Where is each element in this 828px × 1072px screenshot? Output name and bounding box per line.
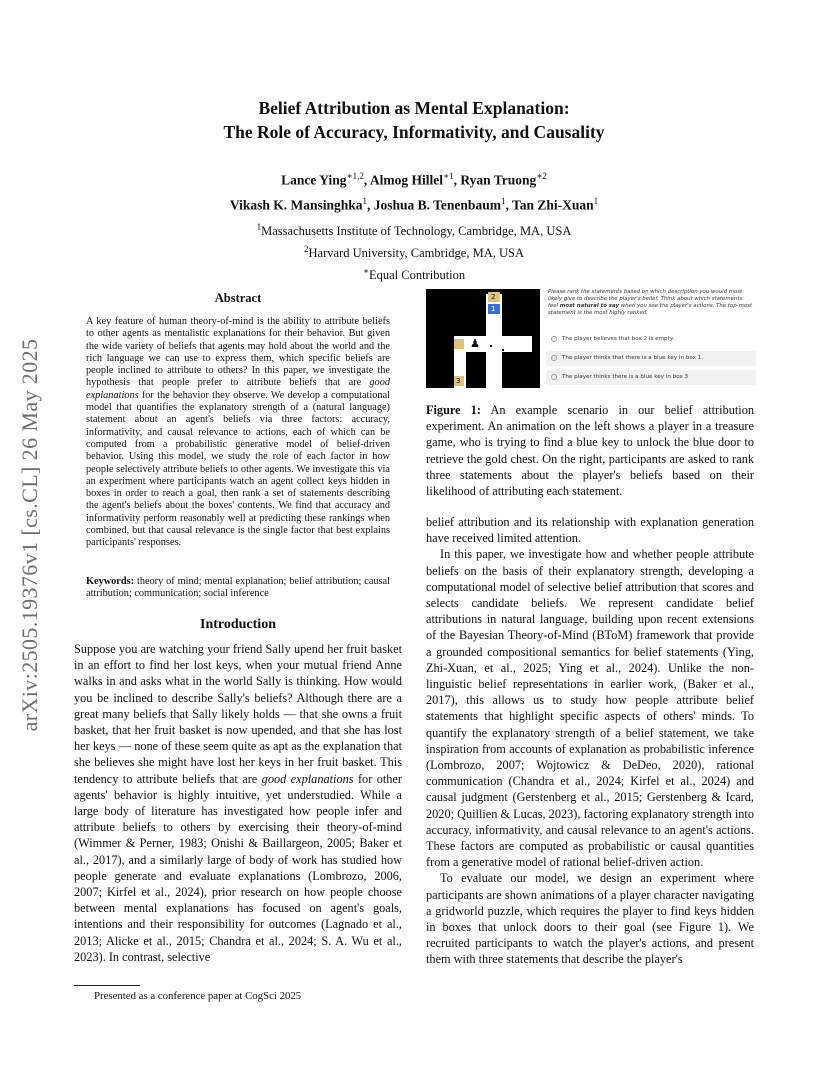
affiliation-line — [0, 218, 828, 240]
authors-line-1: Lance Ying$^{∗1,2}$, Almog Hillel$^{∗1}$, Ryan Truong$^{∗2}$ — [281, 171, 547, 188]
ranking-instructions: Please rank the statements based on which description you would most likely give to describe the player's belief. Think about which statements feel most natural to say when you see the player's actions. The top-most statement is the most highly ranked. — [548, 289, 753, 316]
abstract-emphasis: good explanations — [86, 377, 390, 401]
author-name: Ryan Truong — [460, 172, 537, 188]
radio-icon — [551, 374, 557, 380]
rank-option-label: The player believes that box 2 is empty. — [562, 336, 675, 342]
introduction-heading: Introduction — [200, 617, 276, 632]
paragraph: belief attribution and its relationship with explanation generation have received limited attention. — [426, 515, 754, 546]
rank-option[interactable] — [546, 351, 756, 366]
author-sup: ∗1 — [442, 171, 454, 181]
path-dot — [490, 345, 492, 347]
blue-door-icon: 1 — [488, 304, 500, 314]
figure-1 — [426, 289, 756, 389]
box-3: 3 — [454, 376, 464, 386]
abstract-body — [86, 316, 390, 550]
author-name: Tan Zhi-Xuan — [511, 197, 594, 212]
authors-line-2: Vikash K. Mansinghka$^1$, Joshua B. Tenenbaum$^1$, Tan Zhi-Xuan$^1$ — [229, 195, 599, 212]
paper-title — [0, 96, 828, 144]
rank-option-label: The player thinks there is a blue key in box 3 — [562, 374, 689, 380]
paragraph: Suppose you are watching your friend Sally upend her fruit basket in an effort to find her lost keys, when your mutual friend Anne walks in and asks what in the world Sally is thinking. How would you be inclined to describe Sally's beliefs? Although there are a great many beliefs that Sally likely holds — that she owns a fruit basket, that her fruit basket is now upended, and that she has lost her keys — none of these seem quite as apt as the explanation that she believes she might have lost her keys in her fruit basket. This tendency to attribute beliefs that are good explanations for other agents' behavior is highly intuitive, yet understudied. While a large body of literature has investigated how people infer and attribute beliefs to others by exercising their theory-of-mind (Wimmer & Perner, 1983; Onishi & Baillargeon, 2005; Baker et al., 2017), and a similarly large of body of work has studied how people generate and evaluate explanations (Lombrozo, 2006, 2007; Kirfel et al., 2024), prior research on how people choose between mental explanations has focused on agent's goals, intentions and their responsibility for outcomes (Lagnado et al., 2013; Alicke et al., 2015; Chandra et al., 2024; S. A. Wu et al., 2023). In contrast, selective — [74, 642, 402, 964]
author-sup: 1 — [362, 195, 368, 206]
box-1 — [454, 339, 464, 349]
affil-text: Massachusetts Institute of Technology, Cambridge, MA, USA — [261, 224, 572, 239]
ranking-panel — [546, 289, 756, 389]
affil-text: Equal Contribution — [368, 268, 466, 283]
introduction-body — [74, 641, 402, 965]
radio-icon — [551, 355, 557, 361]
caption-text: An example scenario in our belief attribution experiment. An animation on the left shows a player in a treasure game, who is trying to find a blue key to unlock the blue door to retrieve the gold chest. On the right, participants are asked to rank three statements about the player's beliefs based on their likelihood of attributing each statement. — [426, 403, 754, 499]
abstract-heading: Abstract — [214, 291, 262, 305]
affil-sup: 2 — [304, 244, 309, 255]
author-name: Vikash K. Mansinghka — [229, 197, 363, 212]
author-sup: 1 — [500, 195, 506, 206]
affiliations — [0, 218, 828, 284]
radio-icon — [551, 336, 557, 342]
footnote: Presented as a conference paper at CogSci 2025 — [94, 990, 302, 1002]
author-sup: ∗2 — [536, 171, 547, 181]
path-dot — [502, 349, 504, 351]
author-sup: ∗1,2 — [346, 171, 364, 181]
author-name: Almog Hillel — [369, 172, 443, 188]
affil-sup: ∗ — [362, 266, 369, 277]
keywords-text: theory of mind; mental explanation; belief attribution; causal attribution; communication; social inference — [86, 576, 390, 600]
author-name: Joshua B. Tenenbaum — [373, 197, 501, 212]
rank-option[interactable] — [546, 332, 756, 347]
paragraph: In this paper, we investigate how and whether people attribute beliefs on the basis of their explanatory strength, developing a computational model of selective belief attribution that scores and selects candidate beliefs. We represent candidate belief attributions in natural language, building upon recent extensions of the Bayesian Theory-of-Mind (BToM) framework that provide a grounded compositional semantics for belief statements (Ying, Zhi-Xuan, et al., 2025; Ying et al., 2024). Unlike the non-linguistic belief representations in earlier work, (Baker et al., 2017), this allows us to study how people attribute belief statements that highlight specific aspects of others' minds. To quantify the explanatory strength of a belief statement, we take inspiration from accounts of explanation as probabilistic inference (Lombrozo, 2007; Wojtowicz & DeDeo, 2020), rational communication (Chandra et al., 2024; Kirfel et al., 2024) and causal judgment (Gerstenberg et al., 2015; Gerstenberg & Icard, 2020; Quillien & Lucas, 2023), factoring explanatory strength into accuracy, informativity, and causal relevance to an agent's actions. These factors are computed as probabilistic or causal quantities from a generative model of rational belief-driven action. — [426, 547, 754, 870]
author-name: Lance Ying — [281, 172, 347, 188]
box-2: 2 — [488, 292, 500, 302]
affil-sup: 1 — [256, 222, 262, 232]
title-line-2: The Role of Accuracy, Informativity, and Causality — [223, 122, 605, 142]
footnote-rule — [74, 985, 140, 986]
affiliation-line — [0, 240, 828, 262]
author-sup: 1 — [593, 195, 599, 206]
keywords-label: Keywords: — [86, 576, 135, 587]
arxiv-stamp — [5, 300, 55, 770]
rank-option-label: The player thinks that there is a blue key in box 1. — [562, 355, 704, 361]
author-list — [0, 166, 828, 215]
right-column-body — [426, 514, 754, 968]
player-icon: ♟ — [470, 337, 480, 350]
arxiv-id: arXiv:2505.19376v1 [cs.CL] 26 May 2025 — [17, 338, 42, 732]
title-line-1: Belief Attribution as Mental Explanation: — [258, 98, 570, 118]
abstract-text: for the behavior they observe. We develop a computational model that quantifies the explanatory strength of a (natural language) statement about an agent's beliefs via three factors: accuracy, informativity, and causal relevance to actions, each of which can be computed from a probabilistic generative model of belief-driven behavior. Using this model, we study the role of each factor in how people selectively attribute beliefs to other agents. We investigate this via an experiment where participants watch an agent collect keys hidden in boxes in order to reach a goal, then rank a set of statements describing the agent's beliefs about the boxes' contents. We find that accuracy and informativity perform reasonably well at predicting these rankings when combined, but that causal relevance is the single factor that best explains participants' responses. — [86, 389, 390, 549]
figure-caption — [426, 402, 754, 499]
paragraph: To evaluate our model, we design an experiment where participants are shown animations of a player character navigating a gridworld puzzle, which requires the player to find keys hidden in boxes that unlock doors to their goal (see Figure 1). We recruited participants to watch the player's actions, and present them with three statements that describe the player's — [426, 871, 754, 967]
affil-text: Harvard University, Cambridge, MA, USA — [308, 246, 524, 261]
keywords — [86, 576, 390, 601]
abstract-text: A key feature of human theory-of-mind is the ability to attribute beliefs to other agents as mentalistic explanations for their behavior. But given the wide variety of beliefs that agents may hold about the world and the rich language we can use to express them, which specific beliefs are people inclined to attribute to others? In this paper, we investigate the hypothesis that people prefer to attribute beliefs that are — [86, 316, 390, 389]
gridworld-animation — [426, 289, 540, 388]
affiliation-line — [0, 262, 828, 284]
caption-label: Figure 1: — [426, 403, 481, 417]
rank-option[interactable] — [546, 370, 756, 385]
grid-corridor — [486, 336, 502, 388]
